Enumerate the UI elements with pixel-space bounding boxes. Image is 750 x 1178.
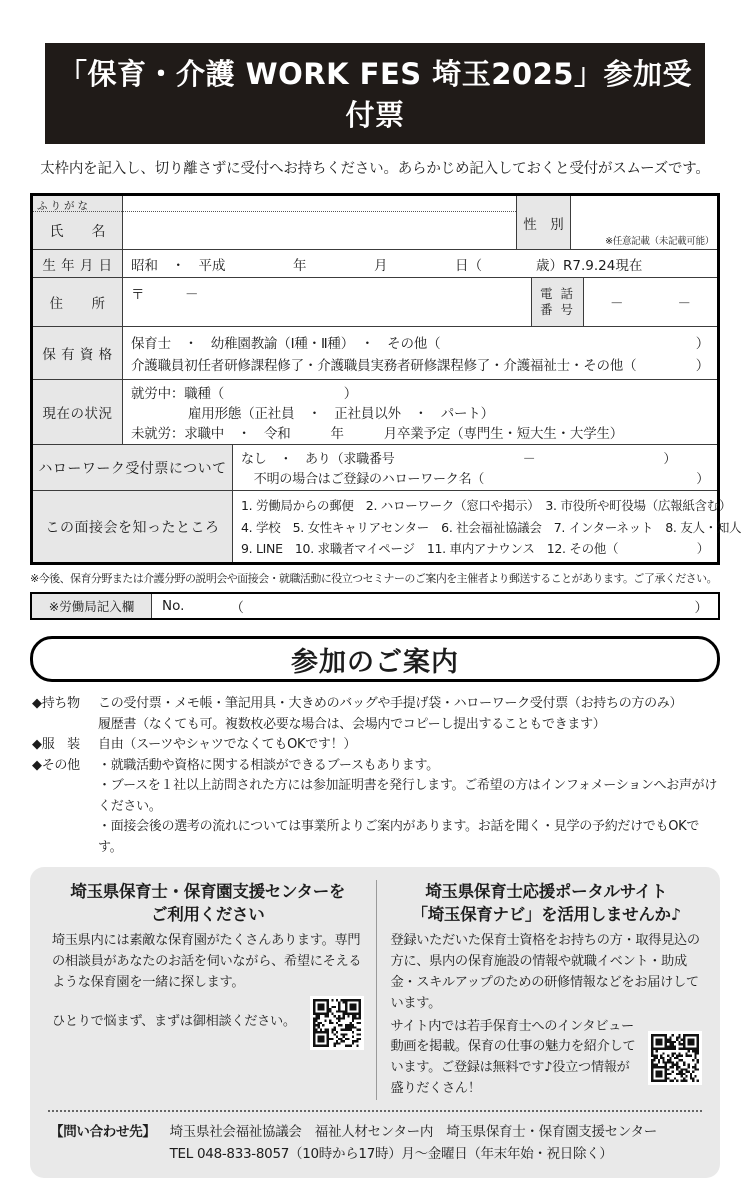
- qualifications-value: [123, 327, 717, 379]
- contact-telephone: TEL 048-833-8057（10時から17時）月～金曜日（年末年始・祝日除く）: [169, 1146, 613, 1163]
- row-referral-source: [33, 490, 742, 562]
- office-paren-close: ）: [694, 600, 708, 616]
- gender-note: ※任意記載（未記載可能）: [605, 236, 714, 247]
- hellowork-line-office: 不明の場合はご登録のハローワーク名（ ）: [241, 472, 709, 487]
- guide-item-dresscode: [32, 735, 718, 756]
- current-status-label: 現在の状況: [33, 380, 123, 444]
- labor-office-box: [30, 592, 720, 620]
- row-hellowork: [33, 444, 717, 490]
- portal-body: 登録いただいた保育士資格をお持ちの方・取得見込の方に、県内の保育施設の情報や就職イベント・助成金・スキルアップのための研修情報などをお届けしています。: [390, 933, 700, 1011]
- labor-office-write-area: [152, 594, 718, 618]
- support-center-column: [46, 880, 377, 1100]
- phone-write-area: － －: [610, 296, 691, 312]
- name-input-area: [123, 196, 516, 249]
- row-address: [33, 277, 717, 326]
- others-bullet: ◆その他: [32, 757, 80, 773]
- status-line-employed: 就労中：職種（ ）: [131, 386, 358, 402]
- guide-list: [32, 694, 718, 858]
- dresscode-bullet: ◆服 装: [32, 737, 80, 752]
- form-instruction: 太枠内を記入し、切り離さずに受付へお持ちください。あらかじめ記入しておくと受付がスムーズです。: [40, 161, 710, 177]
- contact-organization: 埼玉県社会福祉協議会 福祉人材センター内 埼玉県保育士・保育園支援センター: [169, 1124, 657, 1141]
- referral-source-label: この面接会を知ったところ: [33, 491, 233, 562]
- source-options-line3: 9. LINE 10. 求職者マイページ 11. 車内アナウンス 12. その他（ ）: [241, 540, 709, 556]
- status-line-employment-type: 雇用形態（正社員 ・ 正社員以外 ・ パート）: [188, 406, 494, 422]
- contact-info: [46, 1121, 704, 1166]
- portal-qr-code: [648, 1031, 702, 1085]
- furigana-label: ふりがな: [33, 196, 122, 212]
- others-lines: ・就職活動や資格に関する相談ができるブースもあります。 ・ブースを１社以上訪問された方には参加証明書を発行します。ご希望の方はインフォメーションへお声がけください。 ・面接会後の選考の流れについては事業所よりご案内があります。お話を聞く・見学の予約だけでもOKです。: [98, 757, 718, 855]
- guide-banner-title: 参加のご案内: [30, 636, 720, 682]
- row-birthdate: [33, 249, 717, 277]
- entry-table: [30, 193, 742, 565]
- info-panel: [30, 867, 720, 1178]
- info-panel-columns: [46, 880, 704, 1100]
- reception-form-page: [0, 43, 750, 1178]
- guide-item-others: [32, 756, 718, 859]
- support-center-body: 埼玉県内には素敵な保育園がたくさんあります。専門の相談員があなたのお話を伺いながら、希望にそえるような保育園を一緒に探します。: [52, 933, 362, 990]
- address-write-area: 〒 －: [123, 278, 532, 326]
- phone-label-line1: 電 話: [540, 285, 575, 301]
- labor-office-label: ※労働局記入欄: [32, 594, 152, 618]
- qualification-line-childcare: 保育士 ・ 幼稚園教諭（Ⅰ種・Ⅱ種） ・ その他（ ）: [131, 335, 709, 352]
- belongings-lines: この受付票・メモ帳・筆記用具・大きめのバッグや手提げ袋・ハローワーク受付票（お持ちの方のみ） 履歴書（なくても可。複数枚必要な場合は、会場内でコピーし提出することもできます）: [98, 696, 683, 732]
- support-center-footer-text: ひとりで悩まず、まずは御相談ください。: [52, 1014, 296, 1030]
- guide-item-belongings: [32, 694, 718, 735]
- qualifications-label: 保 有 資 格: [33, 327, 123, 379]
- portal-footer: [391, 1017, 703, 1100]
- hellowork-value: [233, 445, 717, 490]
- qualification-line-careworker: 介護職員初任者研修課程修了・介護職員実務者研修課程修了・介護福祉士・その他（ ）: [131, 358, 709, 375]
- office-paren-open: （: [230, 600, 244, 616]
- name-label: 氏 名: [49, 223, 106, 240]
- address-label: 住 所: [33, 278, 123, 326]
- portal-footer-text: サイト内では若手保育士へのインタビュー動画を掲載。保育の仕事の魅力を紹介しています。ご登録は無料です♪役立つ情報が盛りだくさん！: [390, 1018, 636, 1097]
- phone-label-line2: 番 号: [540, 302, 575, 317]
- dresscode-lines: 自由（スーツやシャツでなくてもOKです！）: [98, 737, 357, 752]
- contact-label: 【問い合わせ先】: [50, 1124, 156, 1141]
- portal-column: [377, 880, 705, 1100]
- contact-lines: [170, 1121, 700, 1166]
- row-qualifications: [33, 326, 717, 379]
- support-center-footer: [52, 996, 364, 1050]
- phone-label: [532, 278, 584, 326]
- belongings-bullet: ◆持ち物: [32, 696, 80, 711]
- source-options-line2: 4. 学校 5. 女性キャリアセンター 6. 社会福祉協議会 7. インターネット 8. 友人・知人: [241, 519, 742, 535]
- gender-write-area: [571, 196, 717, 249]
- referral-source-value: [233, 491, 742, 562]
- hellowork-label: ハローワーク受付票について: [33, 445, 233, 490]
- source-options-line1: 1. 労働局からの郵便 2. ハローワーク（窓口や掲示） 3. 市役所や町役場（広報紙含む）: [241, 498, 732, 514]
- support-center-qr-code: [310, 996, 364, 1050]
- birthdate-label: 生 年 月 日: [33, 250, 123, 277]
- gender-label: 性 別: [516, 196, 571, 249]
- portal-title: 埼玉県保育士応援ポータルサイト 「埼玉保育ナビ」を活用しませんか♪: [411, 882, 681, 925]
- mailing-consent-note: ※今後、保育分野または介護分野の説明会や面接会・就職活動に役立つセミナーのご案内を主催者より郵送することがあります。ご了承ください。: [30, 572, 718, 585]
- birthdate-value: 昭和 ・ 平成 年 月 日（ 歳）R7.9.24現在: [131, 257, 643, 274]
- furigana-input-area: [123, 196, 516, 212]
- current-status-value: [123, 380, 717, 444]
- office-no-label: No.: [162, 598, 185, 614]
- row-name: [33, 196, 717, 249]
- name-label-cell: [33, 196, 123, 249]
- panel-dotted-divider: [48, 1110, 702, 1112]
- status-line-unemployed: 未就労：求職中 ・ 令和 年 月卒業予定（専門生・短大生・大学生）: [131, 426, 624, 442]
- row-current-status: [33, 379, 717, 444]
- support-center-title: 埼玉県保育士・保育園支援センターを ご利用ください: [70, 882, 346, 925]
- name-write-area: [123, 212, 516, 249]
- page-title: 「保育・介護 WORK FES 埼玉2025」参加受付票: [45, 43, 705, 144]
- hellowork-line-number: なし ・ あり（求職番号 － ）: [241, 452, 677, 467]
